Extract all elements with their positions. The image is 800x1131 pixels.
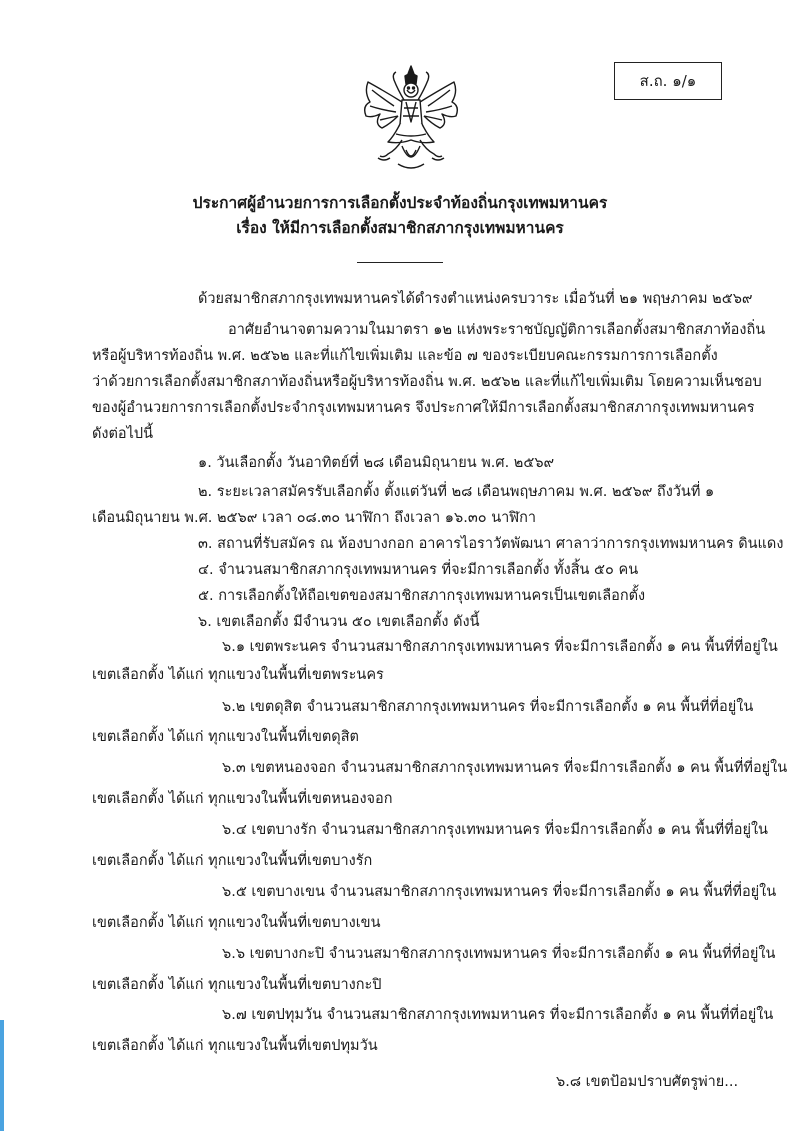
body-paragraph: อาศัยอำนาจตามความในมาตรา ๑๒ แห่งพระราชบัญญัติการเลือกตั้งสมาชิกสภาท้องถิ่น (228, 322, 766, 338)
list-item: ๓. สถานที่รับสมัคร ณ ห้องบางกอก อาคารไอราวัตพัฒนา ศาลาว่าการกรุงเทพมหานคร ดินแดง (198, 536, 784, 552)
continuation-text: ๖.๘ เขตป้อมปราบศัตรูพ่าย... (556, 1074, 739, 1090)
body-paragraph: ของผู้อำนวยการการเลือกตั้งประจำกรุงเทพมหานคร จึงประกาศให้มีการเลือกตั้งสมาชิกสภากรุงเทพมหานคร (92, 400, 755, 416)
document-code-box (614, 62, 722, 100)
district-item: ๖.๖ เขตบางกะปิ จำนวนสมาชิกสภากรุงเทพมหานคร ที่จะมีการเลือกตั้ง ๑ คน พื้นที่ที่อยู่ใน (222, 946, 776, 962)
district-area: เขตเลือกตั้ง ได้แก่ ทุกแขวงในพื้นที่เขตบางกะปิ (92, 977, 382, 993)
district-item: ๖.๕ เขตบางเขน จำนวนสมาชิกสภากรุงเทพมหานคร ที่จะมีการเลือกตั้ง ๑ คน พื้นที่ที่อยู่ใน (222, 884, 777, 900)
heading-divider (357, 262, 443, 263)
body-paragraph: ด้วยสมาชิกสภากรุงเทพมหานครได้ดำรงตำแหน่งครบวาระ เมื่อวันที่ ๒๑ พฤษภาคม ๒๕๖๙ (198, 291, 753, 307)
body-paragraph: ดังต่อไปนี้ (92, 426, 154, 442)
district-area: เขตเลือกตั้ง ได้แก่ ทุกแขวงในพื้นที่เขตพระนคร (92, 667, 384, 683)
heading-line-2: เรื่อง ให้มีการเลือกตั้งสมาชิกสภากรุงเทพมหานคร (236, 219, 564, 237)
body-paragraph: ว่าด้วยการเลือกตั้งสมาชิกสภาท้องถิ่นหรือผู้บริหารท้องถิ่น พ.ศ. ๒๕๖๒ และที่แก้ไขเพิ่มเติม โดยความเห็นชอบ (92, 374, 762, 390)
scan-edge-strip (0, 1020, 4, 1131)
list-item: ๑. วันเลือกตั้ง วันอาทิตย์ที่ ๒๘ เดือนมิถุนายน พ.ศ. ๒๕๖๙ (198, 455, 555, 471)
district-item: ๖.๓ เขตหนองจอก จำนวนสมาชิกสภากรุงเทพมหานคร ที่จะมีการเลือกตั้ง ๑ คน พื้นที่ที่อยู่ใน (222, 760, 788, 776)
district-item: ๖.๗ เขตปทุมวัน จำนวนสมาชิกสภากรุงเทพมหานคร ที่จะมีการเลือกตั้ง ๑ คน พื้นที่ที่อยู่ใน (222, 1007, 774, 1023)
garuda-emblem-icon (358, 62, 464, 174)
list-item: ๔. จำนวนสมาชิกสภากรุงเทพมหานคร ที่จะมีการเลือกตั้ง ทั้งสิ้น ๕๐ คน (198, 562, 639, 578)
district-area: เขตเลือกตั้ง ได้แก่ ทุกแขวงในพื้นที่เขตดุสิต (92, 729, 359, 745)
list-item: ๕. การเลือกตั้งให้ถือเขตของสมาชิกสภากรุงเทพมหานครเป็นเขตเลือกตั้ง (198, 588, 646, 604)
district-item: ๖.๒ เขตดุสิต จำนวนสมาชิกสภากรุงเทพมหานคร ที่จะมีการเลือกตั้ง ๑ คน พื้นที่ที่อยู่ใน (222, 699, 754, 715)
district-area: เขตเลือกตั้ง ได้แก่ ทุกแขวงในพื้นที่เขตบางเขน (92, 915, 381, 931)
list-item: เดือนมิถุนายน พ.ศ. ๒๕๖๙ เวลา ๐๘.๓๐ นาฬิกา ถึงเวลา ๑๖.๓๐ นาฬิกา (92, 510, 537, 526)
heading-line-1: ประกาศผู้อำนวยการการเลือกตั้งประจำท้องถิ่นกรุงเทพมหานคร (192, 194, 608, 212)
district-area: เขตเลือกตั้ง ได้แก่ ทุกแขวงในพื้นที่เขตหนองจอก (92, 791, 393, 807)
document-code: ส.ถ. ๑/๑ (639, 72, 697, 90)
district-area: เขตเลือกตั้ง ได้แก่ ทุกแขวงในพื้นที่เขตปทุมวัน (92, 1038, 378, 1054)
list-item: ๒. ระยะเวลาสมัครรับเลือกตั้ง ตั้งแต่วันที่ ๒๘ เดือนพฤษภาคม พ.ศ. ๒๕๖๙ ถึงวันที่ ๑ (198, 484, 715, 500)
district-area: เขตเลือกตั้ง ได้แก่ ทุกแขวงในพื้นที่เขตบางรัก (92, 853, 373, 869)
body-paragraph: หรือผู้บริหารท้องถิ่น พ.ศ. ๒๕๖๒ และที่แก้ไขเพิ่มเติม และข้อ ๗ ของระเบียบคณะกรรมการการเลือกตั้ง (92, 348, 718, 364)
list-item: ๖. เขตเลือกตั้ง มีจำนวน ๕๐ เขตเลือกตั้ง ดังนี้ (198, 614, 480, 630)
district-item: ๖.๑ เขตพระนคร จำนวนสมาชิกสภากรุงเทพมหานคร ที่จะมีการเลือกตั้ง ๑ คน พื้นที่ที่อยู่ใน (222, 639, 778, 655)
district-item: ๖.๔ เขตบางรัก จำนวนสมาชิกสภากรุงเทพมหานคร ที่จะมีการเลือกตั้ง ๑ คน พื้นที่ที่อยู่ใน (222, 822, 768, 838)
